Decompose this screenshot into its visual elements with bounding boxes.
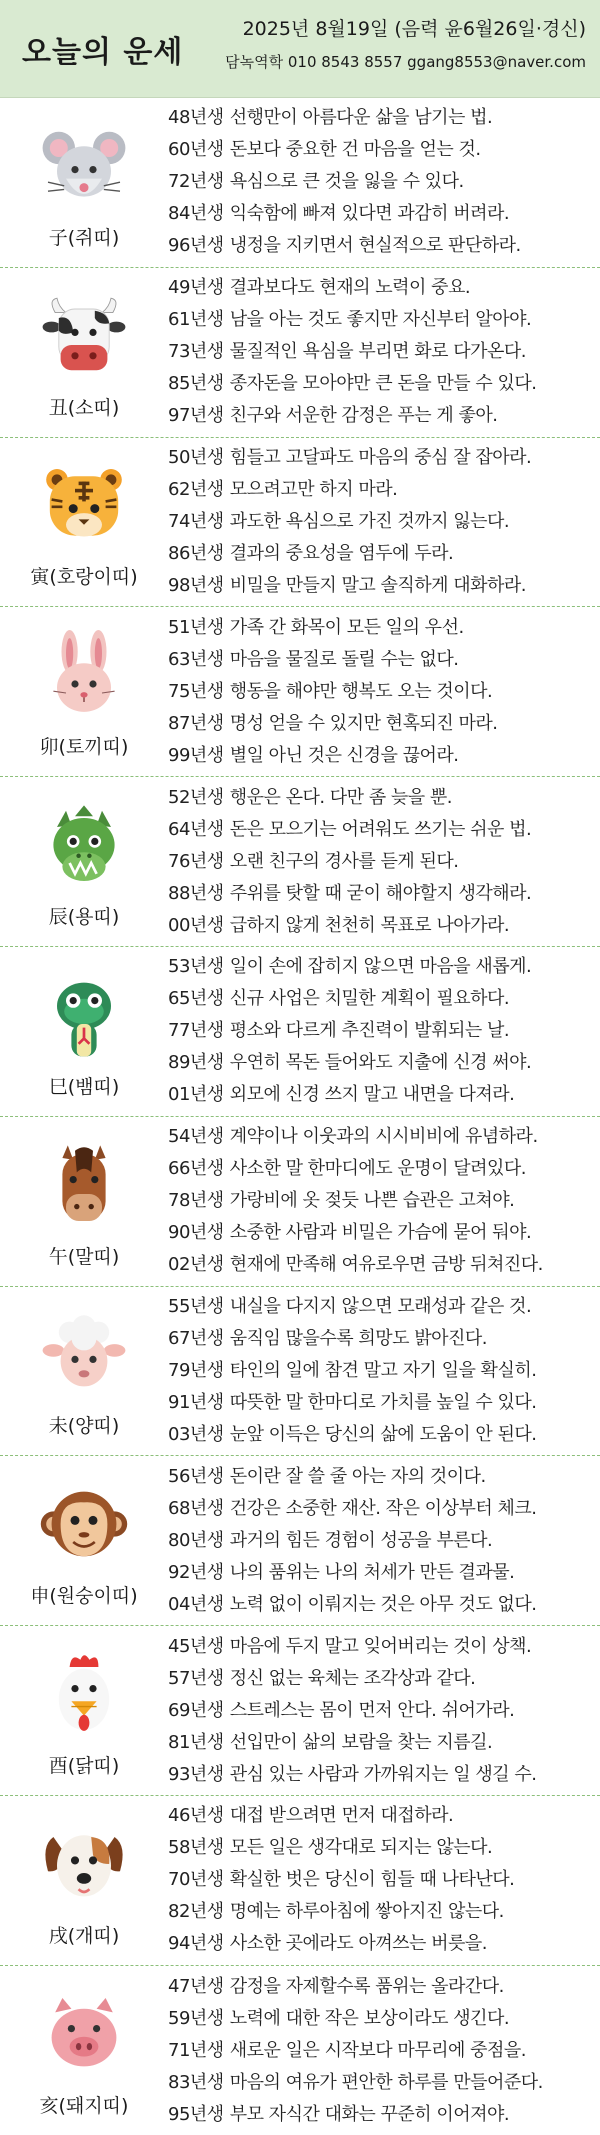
fortune-text: 냉정을 지키면서 현실적으로 판단하라. (229, 235, 521, 257)
birth-year: 78년생 (168, 1190, 224, 1212)
birth-year: 97년생 (168, 405, 224, 427)
fortune-text: 우연히 목돈 들어와도 지출에 신경 써야. (229, 1052, 532, 1074)
fortune-line (168, 442, 592, 474)
birth-year: 50년생 (168, 446, 224, 468)
zodiac-row (0, 777, 600, 947)
fortune-text: 명성 얻을 수 있지만 현혹되진 마라. (229, 712, 498, 734)
fortune-text: 사소한 곳에라도 아껴쓰는 버릇을. (229, 1933, 488, 1955)
fortune-text: 노력 없이 이뤄지는 것은 아무 것도 없다. (229, 1593, 537, 1615)
zodiac-sign (0, 438, 168, 607)
fortune-line (168, 230, 592, 262)
fortune-text: 확실한 벗은 당신이 힘들 때 나타난다. (229, 1869, 515, 1891)
fortune-lines (168, 268, 600, 437)
fortune-line (168, 1079, 592, 1111)
fortune-text: 마음을 물질로 돌릴 수는 없다. (229, 648, 459, 670)
fortune-text: 나의 품위는 나의 처세가 만든 결과물. (229, 1561, 515, 1583)
fortune-lines (168, 1966, 600, 2135)
fortune-line (168, 1355, 592, 1387)
fortune-line (168, 1971, 592, 2003)
zodiac-label: 卯(토끼띠) (39, 736, 129, 759)
birth-year: 76년생 (168, 850, 224, 872)
fortune-line (168, 1896, 592, 1928)
fortune-line (168, 910, 592, 942)
fortune-text: 물질적인 욕심을 부리면 화로 다가온다. (229, 341, 527, 363)
fortune-text: 움직임 많을수록 희망도 밝아진다. (229, 1327, 488, 1349)
fortune-text: 친구와 서운한 감정은 푸는 게 좋아. (229, 405, 498, 427)
fortune-line (168, 740, 592, 772)
fortune-text: 선입만이 삶의 보람을 찾는 지름길. (229, 1731, 493, 1753)
zodiac-label: 亥(돼지띠) (39, 2095, 129, 2118)
fortune-lines (168, 777, 600, 946)
birth-year: 53년생 (168, 956, 224, 978)
dragon-icon (39, 800, 129, 890)
fortune-text: 가족 간 화목이 모든 일의 우선. (229, 616, 464, 638)
fortune-line (168, 1249, 592, 1281)
fortune-text: 현재에 만족해 여유로우면 금방 뒤쳐진다. (229, 1254, 543, 1276)
zodiac-row (0, 1287, 600, 1457)
birth-year: 69년생 (168, 1699, 224, 1721)
fortune-text: 외모에 신경 쓰지 말고 내면을 다져라. (229, 1084, 515, 1106)
fortune-text: 과도한 욕심으로 가진 것까지 잃는다. (229, 510, 510, 532)
fortune-text: 오랜 친구의 경사를 듣게 된다. (229, 850, 459, 872)
zodiac-row (0, 438, 600, 608)
fortune-line (168, 708, 592, 740)
birth-year: 59년생 (168, 2007, 224, 2029)
fortune-line (168, 1695, 592, 1727)
zodiac-label: 未(양띠) (48, 1415, 120, 1438)
birth-year: 46년생 (168, 1805, 224, 1827)
fortune-line (168, 1663, 592, 1695)
birth-year: 48년생 (168, 107, 224, 129)
fortune-text: 비밀을 만들지 말고 솔직하게 대화하라. (229, 574, 527, 596)
birth-year: 95년생 (168, 2103, 224, 2125)
zodiac-label: 戌(개띠) (48, 1924, 120, 1947)
horse-icon (39, 1140, 129, 1230)
fortune-lines (168, 947, 600, 1116)
fortune-text: 선행만이 아름다운 삶을 남기는 법. (229, 107, 493, 129)
birth-year: 73년생 (168, 341, 224, 363)
fortune-line (168, 1727, 592, 1759)
fortune-text: 행동을 해야만 행복도 오는 것이다. (229, 680, 493, 702)
birth-year: 62년생 (168, 478, 224, 500)
fortune-text: 건강은 소중한 재산. 작은 이상부터 체크. (229, 1497, 537, 1519)
fortune-line (168, 1631, 592, 1663)
birth-year: 98년생 (168, 574, 224, 596)
fortune-line (168, 1217, 592, 1249)
fortune-lines (168, 98, 600, 267)
fortune-line (168, 2099, 592, 2131)
fortune-line (168, 272, 592, 304)
fortune-text: 마음에 두지 말고 잊어버리는 것이 상책. (229, 1635, 532, 1657)
fortune-line (168, 1800, 592, 1832)
fortune-line (168, 368, 592, 400)
fortune-text: 노력에 대한 작은 보상이라도 생긴다. (229, 2007, 510, 2029)
fortune-text: 일이 손에 잡히지 않으면 마음을 새롭게. (229, 956, 532, 978)
fortune-text: 모으려고만 하지 마라. (229, 478, 398, 500)
fortune-lines (168, 1117, 600, 1286)
fortune-line (168, 1832, 592, 1864)
fortune-line (168, 1589, 592, 1621)
fortune-line (168, 1153, 592, 1185)
zodiac-label: 辰(용띠) (48, 906, 120, 929)
birth-year: 74년생 (168, 510, 224, 532)
birth-year: 55년생 (168, 1295, 224, 1317)
fortune-text: 급하지 않게 천천히 목표로 나아가라. (229, 914, 510, 936)
header (0, 0, 600, 98)
zodiac-row (0, 947, 600, 1117)
zodiac-row (0, 607, 600, 777)
fortune-lines (168, 607, 600, 776)
fortune-line (168, 2003, 592, 2035)
fortune-lines (168, 1456, 600, 1625)
fortune-line (168, 1928, 592, 1960)
header-info (225, 14, 586, 72)
rooster-icon (39, 1649, 129, 1739)
fortune-text: 행운은 온다. 다만 좀 늦을 뿐. (229, 786, 453, 808)
fortune-text: 돈은 모으기는 어려워도 쓰기는 쉬운 법. (229, 818, 532, 840)
zodiac-label: 子(쥐띠) (48, 226, 120, 249)
birth-year: 89년생 (168, 1052, 224, 1074)
fortune-line (168, 2067, 592, 2099)
fortune-text: 마음의 여유가 편안한 하루를 만들어준다. (229, 2071, 543, 2093)
fortune-text: 종자돈을 모아야만 큰 돈을 만들 수 있다. (229, 373, 537, 395)
birth-year: 77년생 (168, 1020, 224, 1042)
birth-year: 57년생 (168, 1667, 224, 1689)
zodiac-label: 酉(닭띠) (48, 1755, 120, 1778)
birth-year: 72년생 (168, 171, 224, 193)
tiger-icon (39, 460, 129, 550)
snake-icon (39, 970, 129, 1060)
fortune-text: 관심 있는 사람과 가까워지는 일 생길 수. (229, 1763, 537, 1785)
fortune-line (168, 198, 592, 230)
fortune-text: 욕심으로 큰 것을 잃을 수 있다. (229, 171, 464, 193)
fortune-line (168, 1493, 592, 1525)
birth-year: 71년생 (168, 2039, 224, 2061)
fortune-text: 별일 아닌 것은 신경을 끊어라. (229, 744, 459, 766)
zodiac-sign (0, 98, 168, 267)
zodiac-row (0, 1456, 600, 1626)
zodiac-sign (0, 947, 168, 1116)
rat-icon (39, 121, 129, 211)
fortune-list (0, 98, 600, 2135)
header-contact: 담녹역학 010 8543 8557 ggang8553@naver.com (225, 53, 586, 71)
birth-year: 65년생 (168, 988, 224, 1010)
rabbit-icon (39, 630, 129, 720)
fortune-line (168, 1419, 592, 1451)
fortune-lines (168, 1626, 600, 1795)
fortune-line (168, 102, 592, 134)
birth-year: 80년생 (168, 1529, 224, 1551)
fortune-line (168, 1864, 592, 1896)
birth-year: 64년생 (168, 818, 224, 840)
fortune-line (168, 570, 592, 602)
birth-year: 56년생 (168, 1465, 224, 1487)
zodiac-label: 寅(호랑이띠) (30, 566, 138, 589)
birth-year: 93년생 (168, 1763, 224, 1785)
fortune-text: 결과보다도 현재의 노력이 중요. (229, 277, 471, 299)
fortune-line (168, 1525, 592, 1557)
header-date: 2025년 8월19일 (음력 윤6월26일·경신) (242, 18, 586, 40)
zodiac-row (0, 1626, 600, 1796)
fortune-line (168, 1185, 592, 1217)
fortune-text: 계약이나 이웃과의 시시비비에 유념하라. (229, 1126, 538, 1148)
birth-year: 92년생 (168, 1561, 224, 1583)
fortune-line (168, 538, 592, 570)
birth-year: 96년생 (168, 235, 224, 257)
fortune-text: 모든 일은 생각대로 되지는 않는다. (229, 1837, 493, 1859)
fortune-text: 내실을 다지지 않으면 모래성과 같은 것. (229, 1295, 532, 1317)
birth-year: 54년생 (168, 1126, 224, 1148)
fortune-line (168, 644, 592, 676)
zodiac-row (0, 1796, 600, 1966)
fortune-line (168, 336, 592, 368)
fortune-line (168, 1557, 592, 1589)
fortune-line (168, 846, 592, 878)
fortune-line (168, 1047, 592, 1079)
birth-year: 94년생 (168, 1933, 224, 1955)
fortune-text: 정신 없는 육체는 조각상과 같다. (229, 1667, 476, 1689)
fortune-text: 타인의 일에 참견 말고 자기 일을 확실히. (229, 1359, 537, 1381)
birth-year: 75년생 (168, 680, 224, 702)
birth-year: 49년생 (168, 277, 224, 299)
ox-icon (39, 291, 129, 381)
birth-year: 67년생 (168, 1327, 224, 1349)
fortune-line (168, 1387, 592, 1419)
zodiac-row (0, 1117, 600, 1287)
fortune-text: 눈앞 이득은 당신의 삶에 도움이 안 된다. (229, 1423, 537, 1445)
birth-year: 87년생 (168, 712, 224, 734)
birth-year: 45년생 (168, 1635, 224, 1657)
birth-year: 51년생 (168, 616, 224, 638)
fortune-text: 힘들고 고달파도 마음의 중심 잘 잡아라. (229, 446, 532, 468)
zodiac-sign (0, 1117, 168, 1286)
birth-year: 84년생 (168, 203, 224, 225)
fortune-line (168, 983, 592, 1015)
page-title: 오늘의 운세 (22, 34, 184, 70)
zodiac-sign (0, 1287, 168, 1456)
birth-year: 02년생 (168, 1254, 224, 1276)
birth-year: 91년생 (168, 1391, 224, 1413)
sheep-icon (39, 1309, 129, 1399)
zodiac-sign (0, 1626, 168, 1795)
birth-year: 83년생 (168, 2071, 224, 2093)
fortune-lines (168, 1287, 600, 1456)
fortune-text: 따뜻한 말 한마디로 가치를 높일 수 있다. (229, 1391, 537, 1413)
birth-year: 88년생 (168, 882, 224, 904)
fortune-line (168, 1291, 592, 1323)
fortune-text: 결과의 중요성을 염두에 두라. (229, 542, 454, 564)
fortune-line (168, 400, 592, 432)
fortune-line (168, 1015, 592, 1047)
fortune-lines (168, 438, 600, 607)
dog-icon (39, 1819, 129, 1909)
zodiac-label: 丑(소띠) (48, 396, 120, 419)
zodiac-sign (0, 1456, 168, 1625)
birth-year: 63년생 (168, 648, 224, 670)
birth-year: 60년생 (168, 139, 224, 161)
zodiac-row (0, 268, 600, 438)
pig-icon (39, 1989, 129, 2079)
fortune-text: 평소와 다르게 추진력이 발휘되는 날. (229, 1020, 510, 1042)
zodiac-sign (0, 268, 168, 437)
fortune-text: 명예는 하루아침에 쌓아지진 않는다. (229, 1901, 504, 1923)
fortune-line (168, 1759, 592, 1791)
fortune-line (168, 304, 592, 336)
birth-year: 58년생 (168, 1837, 224, 1859)
fortune-line (168, 814, 592, 846)
fortune-text: 돈보다 중요한 건 마음을 얻는 것. (229, 139, 481, 161)
fortune-line (168, 474, 592, 506)
fortune-text: 대접 받으려면 먼저 대접하라. (229, 1805, 454, 1827)
fortune-text: 소중한 사람과 비밀은 가슴에 묻어 둬야. (229, 1222, 532, 1244)
birth-year: 99년생 (168, 744, 224, 766)
birth-year: 66년생 (168, 1158, 224, 1180)
birth-year: 90년생 (168, 1222, 224, 1244)
birth-year: 00년생 (168, 914, 224, 936)
birth-year: 01년생 (168, 1084, 224, 1106)
fortune-line (168, 951, 592, 983)
zodiac-sign (0, 777, 168, 946)
fortune-text: 남을 아는 것도 좋지만 자신부터 알아야. (229, 309, 532, 331)
fortune-text: 사소한 말 한마디에도 운명이 달려있다. (229, 1158, 527, 1180)
zodiac-row (0, 1966, 600, 2135)
zodiac-sign (0, 607, 168, 776)
zodiac-row (0, 98, 600, 268)
birth-year: 85년생 (168, 373, 224, 395)
fortune-text: 돈이란 잘 쓸 줄 아는 자의 것이다. (229, 1465, 486, 1487)
fortune-line (168, 1461, 592, 1493)
fortune-lines (168, 1796, 600, 1965)
fortune-line (168, 1323, 592, 1355)
fortune-line (168, 878, 592, 910)
birth-year: 61년생 (168, 309, 224, 331)
fortune-text: 부모 자식간 대화는 꾸준히 이어져야. (229, 2103, 510, 2125)
birth-year: 52년생 (168, 786, 224, 808)
fortune-line (168, 134, 592, 166)
zodiac-sign (0, 1966, 168, 2135)
birth-year: 81년생 (168, 1731, 224, 1753)
zodiac-sign (0, 1796, 168, 1965)
birth-year: 86년생 (168, 542, 224, 564)
fortune-text: 과거의 힘든 경험이 성공을 부른다. (229, 1529, 493, 1551)
birth-year: 70년생 (168, 1869, 224, 1891)
fortune-text: 감정을 자제할수록 품위는 올라간다. (229, 1975, 504, 1997)
fortune-line (168, 1121, 592, 1153)
fortune-text: 스트레스는 몸이 먼저 안다. 쉬어가라. (229, 1699, 515, 1721)
fortune-line (168, 166, 592, 198)
zodiac-label: 午(말띠) (48, 1245, 120, 1268)
birth-year: 82년생 (168, 1901, 224, 1923)
fortune-text: 주위를 탓할 때 굳이 해야할지 생각해라. (229, 882, 532, 904)
fortune-text: 가랑비에 옷 젖듯 나쁜 습관은 고쳐야. (229, 1190, 515, 1212)
fortune-line (168, 2035, 592, 2067)
birth-year: 79년생 (168, 1359, 224, 1381)
fortune-text: 새로운 일은 시작보다 마무리에 중점을. (229, 2039, 527, 2061)
fortune-line (168, 676, 592, 708)
fortune-text: 익숙함에 빠져 있다면 과감히 버려라. (229, 203, 510, 225)
fortune-line (168, 506, 592, 538)
zodiac-label: 巳(뱀띠) (48, 1075, 120, 1098)
fortune-line (168, 782, 592, 814)
fortune-line (168, 612, 592, 644)
birth-year: 47년생 (168, 1975, 224, 1997)
monkey-icon (39, 1479, 129, 1569)
birth-year: 03년생 (168, 1423, 224, 1445)
birth-year: 04년생 (168, 1593, 224, 1615)
birth-year: 68년생 (168, 1497, 224, 1519)
zodiac-label: 申(원숭이띠) (30, 1585, 138, 1608)
fortune-text: 신규 사업은 치밀한 계획이 필요하다. (229, 988, 510, 1010)
